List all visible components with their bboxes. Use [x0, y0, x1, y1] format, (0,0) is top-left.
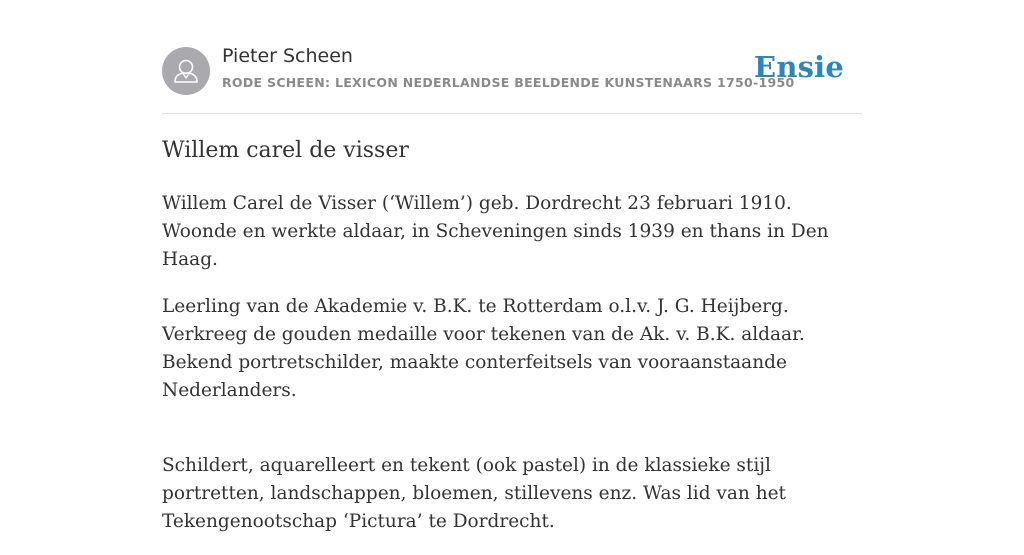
- article-body: [162, 190, 862, 555]
- article-card: [162, 0, 862, 532]
- paragraph-spacer: [162, 424, 862, 452]
- paragraph-1: Willem Carel de Visser (‘Willem’) geb. Dordrecht 23 februari 1910. Woonde en werkte aldaar, in Scheveningen sinds 1939 en thans in Den Haag.: [162, 193, 829, 270]
- user-icon: [162, 47, 210, 95]
- brand-logo[interactable]: Ensie: [754, 50, 844, 84]
- source-label[interactable]: RODE SCHEEN: LEXICON NEDERLANDSE BEELDENDE KUNSTENAARS 1750-1950: [222, 75, 795, 90]
- article-header: [162, 0, 862, 114]
- paragraph-2: Leerling van de Akademie v. B.K. te Rotterdam o.l.v. J. G. Heijberg. Verkreeg de gouden medaille voor tekenen van de Ak. v. B.K. aldaar. Bekend portretschilder, maakte conterfeitsels van vooraanstaande Nederlanders.: [162, 296, 805, 401]
- paragraph-3: Schildert, aquarelleert en tekent (ook pastel) in de klassieke stijl portretten, landschappen, bloemen, stillevens enz. Was lid van het Tekengenootschap ‘Pictura’ te Dordrecht.: [162, 455, 786, 532]
- author-name[interactable]: Pieter Scheen: [222, 45, 353, 67]
- avatar[interactable]: [162, 47, 210, 95]
- page-title: Willem carel de visser: [162, 138, 409, 163]
